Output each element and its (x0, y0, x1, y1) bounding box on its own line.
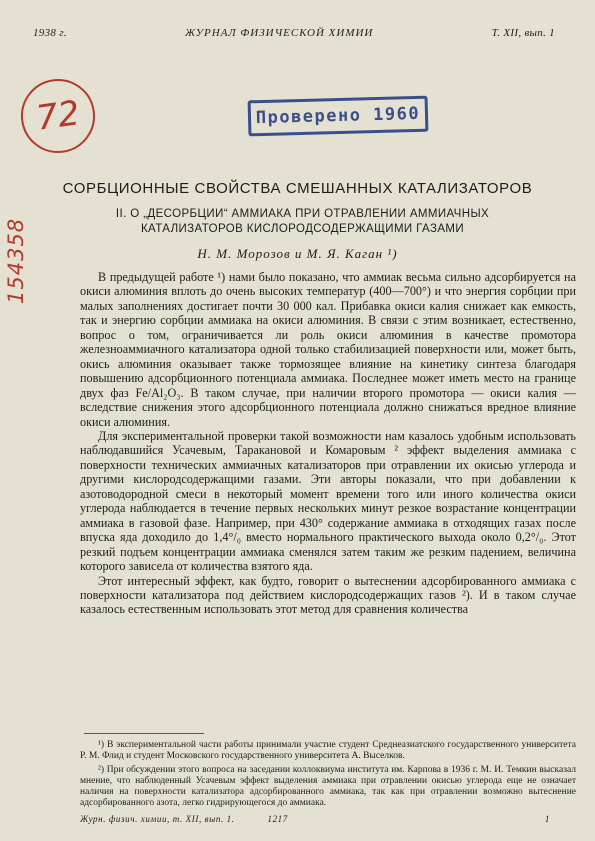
article-authors: Н. М. Морозов и М. Я. Каган ¹) (197, 246, 398, 261)
footnote-divider (84, 733, 204, 734)
page-number: 1 (544, 814, 550, 824)
handwritten-inventory-number: 154358 (4, 217, 28, 304)
footer-journal: Журн. физич. химии, т. XII, вып. 1. (80, 814, 235, 824)
footnotes (80, 740, 576, 812)
page-footer (80, 814, 550, 824)
handwritten-circled-number: 72 (16, 74, 100, 158)
paragraph: Для экспериментальной проверки такой возможности нам казалось удобным использовать наблюдавшийся Усачевым, Таракановой и Комаровым ² эффект выделения аммиака с поверхности технических аммиачных катализаторов при отравлении их окисью углерода и другими кислородсодержащими газами. Эти авторы показали, что при добавлении к азотоводородной смеси в некоторый момент времени того или иного количества окиси углерода наблюдается в течение первых нескольких минут резкое возрастание концентрации аммиака в газовой фазе. Например, при 430° содержание аммиака в отходящих газах после впуска яда доходило до 1,4°/₀ вместо нормального практического выхода около 0,2°/₀. Этот резкий подъем концентрации аммиака сменялся затем таким же резким падением, величина которого зависела от количества взятого яда. (80, 428, 576, 574)
paragraph: В предыдущей работе ¹) нами было показано, что аммиак весьма сильно адсорбируется на окиси алюминия вплоть до очень высоких температур (400—700°) и что энергия сорбции при малых заполнениях достигает почти 30 000 кал. Прибавка окиси калия снижает как емкость, так и энергию сорбции аммиака на окиси алюминия. В связи с этим возникает, естественно, вопрос о том, ограничивается ли роль окиси алюминия в качестве промотора железноаммиачного катализатора одной только стабилизацией поверхности или, может быть, окись алюминия оказывает также тормозящее влияние на кинетику синтеза благодаря повышению адсорбционного потенциала аммиака. Последнее может иметь место на границе двух фаз Fe/Al₂O₃. В таком случае, при наличии второго промотора — окиси калия — вследствие снижения этого адсорбционного потенциала должно снижаться вредное влияние окиси алюминия. (80, 270, 576, 429)
header-year: 1938 г. (33, 27, 67, 39)
header-journal-title: ЖУРНАЛ ФИЗИЧЕСКОЙ ХИМИИ (184, 27, 374, 39)
article-subtitle (60, 207, 545, 237)
header-volume: Т. XII, вып. 1 (491, 27, 555, 39)
article-body (80, 270, 576, 617)
subtitle-line-2: КАТАЛИЗАТОРОВ КИСЛОРОДСОДЕРЖАЩИМИ ГАЗАМИ (140, 223, 465, 235)
running-header (33, 27, 555, 39)
article-title: СОРБЦИОННЫЕ СВОЙСТВА СМЕШАННЫХ КАТАЛИЗАТОРОВ (62, 180, 533, 197)
verification-stamp: Проверено 1960 (248, 96, 429, 137)
footer-code: 1217 (267, 814, 288, 824)
footnote: ²) При обсуждении этого вопроса на заседании коллоквиума института им. Карпова в 1936 г. М. И. Темкин высказал мнение, что наблюденный Усачевым эффект выделения аммиака при отравлении окисью углерода еще не означает наличия на поверхности катализатора адсорбированного аммиака, так как при отравлении возможно вытеснение адсорбированного азота, легко гидрирующегося до аммиака. (80, 764, 576, 809)
paragraph: Этот интересный эффект, как будто, говорит о вытеснении адсорбированного аммиака с поверхности катализатора под действием кислородсодержащих газов ²). И в таком случае казалось естественным использовать этот метод для сравнения количества (80, 573, 576, 617)
footer-source (80, 814, 288, 824)
footnote: ¹) В экспериментальной части работы принимали участие студент Среднеазиатского государственного университета Р. М. Флид и студент Московского государственного университета А. Выселков. (80, 740, 576, 762)
subtitle-line-1: II. О „ДЕСОРБЦИИ“ АММИАКА ПРИ ОТРАВЛЕНИИ АММИАЧНЫХ (115, 208, 490, 220)
